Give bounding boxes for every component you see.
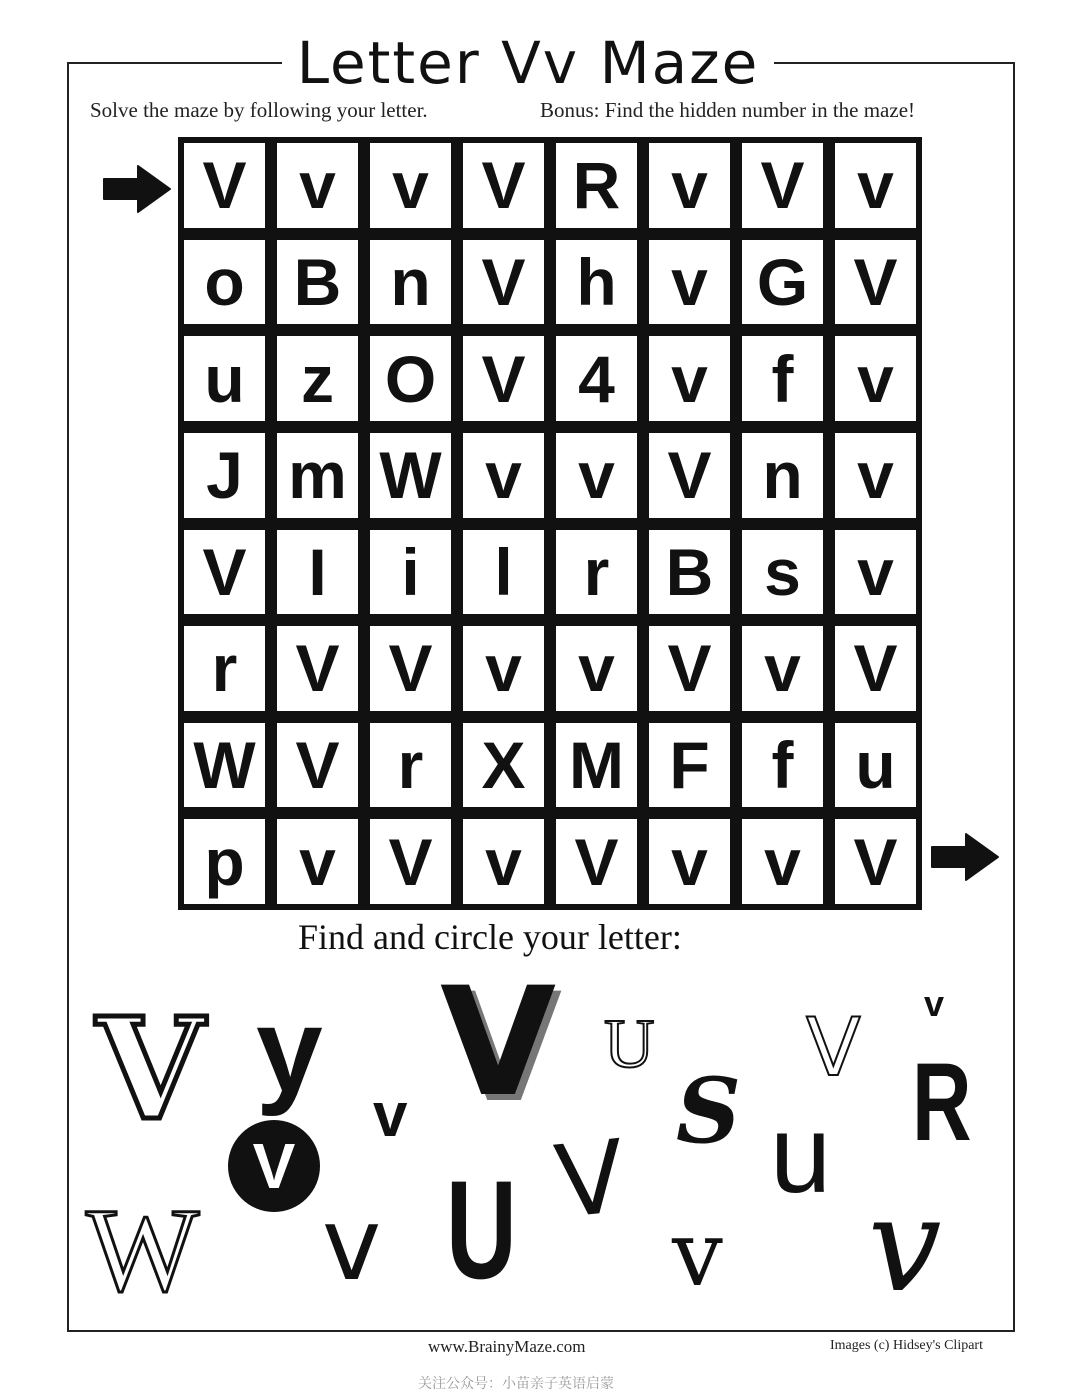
page-title: Letter Vv Maze [296,29,760,97]
maze-cell[interactable]: R [556,143,637,228]
maze-cell[interactable]: n [742,433,823,518]
maze-cell[interactable]: V [649,433,730,518]
maze-cell[interactable]: v [556,626,637,711]
maze-cell[interactable]: V [556,819,637,904]
maze-cell[interactable]: V [835,240,916,325]
letter-choice[interactable]: v [924,983,945,1024]
maze-cell[interactable]: v [463,433,544,518]
maze-cell[interactable]: 4 [556,336,637,421]
maze-cell[interactable]: v [463,626,544,711]
maze-cell[interactable]: v [835,530,916,615]
maze-cell[interactable]: V [463,240,544,325]
maze-cell[interactable]: v [649,819,730,904]
maze-cell[interactable]: V [742,143,823,228]
maze-cell[interactable]: V [649,626,730,711]
maze-cell[interactable]: W [184,723,265,808]
maze-cell[interactable]: v [835,433,916,518]
maze-cell[interactable]: V [463,143,544,228]
letter-choice[interactable]: R [912,1041,972,1164]
maze-cell[interactable]: V [463,336,544,421]
maze-cell[interactable]: l [463,530,544,615]
letter-choice[interactable]: v [322,1186,382,1303]
letter-choice: V [252,1130,296,1202]
maze-cell[interactable]: V [835,626,916,711]
maze-cell[interactable]: F [649,723,730,808]
letter-choice[interactable]: u [770,1093,832,1216]
circle-badge[interactable] [228,1120,320,1212]
letter-choice[interactable]: V [550,1117,631,1242]
bonus-instructions: Bonus: Find the hidden number in the maze! [540,98,916,122]
maze-cell[interactable]: z [277,336,358,421]
maze-cell[interactable]: v [742,819,823,904]
letter-choice[interactable]: V [96,988,205,1152]
maze-cell[interactable]: V [184,143,265,228]
maze-cell[interactable]: v [556,433,637,518]
exit-arrow-icon [930,831,1000,883]
maze-cell[interactable]: B [277,240,358,325]
maze-cell[interactable]: V [835,819,916,904]
letter-choice[interactable]: V [806,1001,861,1094]
maze-cell[interactable]: i [370,530,451,615]
footer-url: www.BrainyMaze.com [428,1337,586,1356]
maze-cell[interactable]: p [184,819,265,904]
maze-cell[interactable]: r [184,626,265,711]
maze-cell[interactable]: o [184,240,265,325]
letter-choice[interactable]: v [868,1169,942,1321]
watermark-text: 关注公众号：小苗亲子英语启蒙 [418,1376,614,1392]
maze-cell[interactable]: n [370,240,451,325]
maze-cell[interactable]: V [370,626,451,711]
find-heading: Find and circle your letter: [298,917,682,957]
letter-choice[interactable]: U [604,1006,655,1083]
maze-cell[interactable]: V [277,723,358,808]
entry-arrow-icon [102,163,172,215]
maze-cell[interactable]: v [742,626,823,711]
maze-cell[interactable]: r [370,723,451,808]
letter-choice[interactable]: V [440,956,557,1130]
maze-cell[interactable]: r [556,530,637,615]
maze-cell[interactable]: B [649,530,730,615]
maze-cell[interactable]: v [277,819,358,904]
maze-cell[interactable]: v [835,143,916,228]
maze-cell[interactable]: v [835,336,916,421]
maze-cell[interactable]: V [277,626,358,711]
maze-cell[interactable]: v [649,240,730,325]
maze-cell[interactable]: f [742,723,823,808]
maze-cell[interactable]: V [184,530,265,615]
maze-grid [178,137,922,910]
maze-cell[interactable]: u [184,336,265,421]
maze-cell[interactable]: X [463,723,544,808]
letter-choice[interactable]: v [373,1081,408,1150]
maze-cell[interactable]: f [742,336,823,421]
maze-cell[interactable]: m [277,433,358,518]
maze-cell[interactable]: v [463,819,544,904]
maze-cell[interactable]: v [649,143,730,228]
title-container [282,28,774,98]
maze-cell[interactable]: V [370,819,451,904]
letter-choice[interactable]: W [86,1183,200,1316]
maze-cell[interactable]: s [742,530,823,615]
letter-choice[interactable]: U [446,1151,517,1308]
maze-cell[interactable]: G [742,240,823,325]
maze-cell[interactable]: h [556,240,637,325]
maze-cell[interactable]: u [835,723,916,808]
letter-choice[interactable]: S [676,1058,741,1164]
maze-cell[interactable]: v [649,336,730,421]
letter-choice[interactable]: y [256,983,323,1117]
letter-choice[interactable]: v [672,1202,723,1307]
maze-cell[interactable]: I [277,530,358,615]
footer-credit: Images (c) Hidsey's Clipart [830,1338,983,1353]
maze-cell[interactable]: M [556,723,637,808]
maze-cell[interactable]: W [370,433,451,518]
maze-cell[interactable]: O [370,336,451,421]
maze-instructions: Solve the maze by following your letter. [90,98,428,122]
maze-cell[interactable]: v [370,143,451,228]
maze-cell[interactable]: v [277,143,358,228]
maze-cell[interactable]: J [184,433,265,518]
